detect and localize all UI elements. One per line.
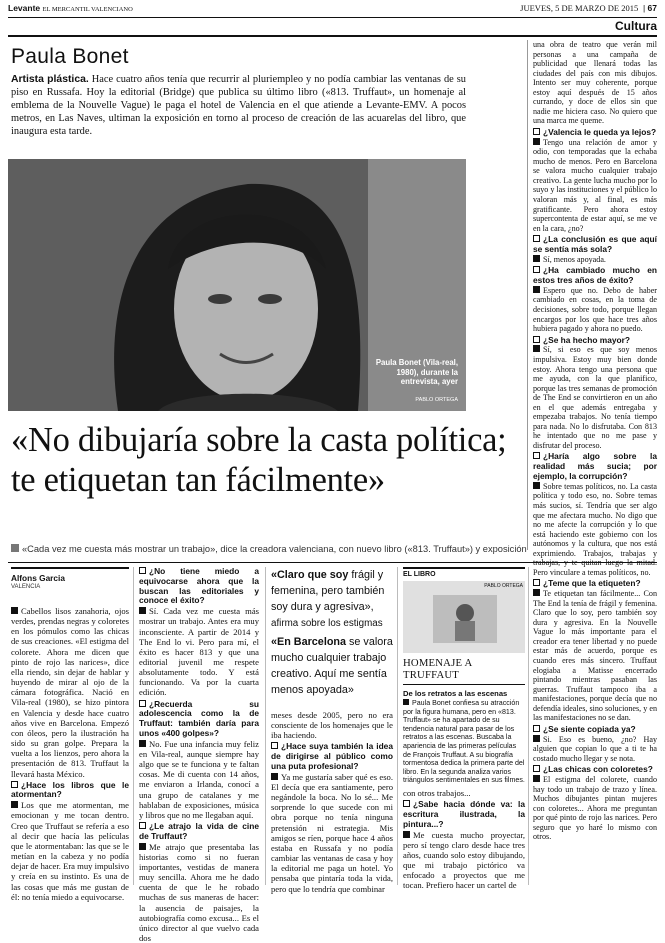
book-illustration [403, 581, 525, 653]
subhead-bullet [11, 544, 19, 552]
column-3 [271, 710, 393, 894]
box-text [403, 699, 525, 785]
date-page: JUEVES, 5 DE MARZO DE 2015 | 67 [520, 3, 657, 13]
question [533, 765, 657, 775]
column-1 [11, 606, 129, 902]
box-photo-credit: PABLO ORTEGA [484, 583, 523, 589]
subhead-text: «Cada vez me cuesta más mostrar un trabajo», dice la creadora valenciana, con nuevo libro («813. Truffaut») y exposición [22, 544, 527, 554]
question-text: ¿Ha cambiado mucho en estos tres años de éxito? [533, 265, 657, 286]
photo-credit: PABLO ORTEGA [415, 397, 458, 403]
answer-continuation: con otros trabajos... [403, 788, 471, 798]
question [533, 128, 657, 138]
question-text: ¿Recuerda su adolescencia como la de Truffaut: también daría para unos «400 golpes»? [139, 698, 259, 738]
header-rule [8, 17, 657, 18]
column-divider [265, 567, 266, 885]
section-label: Cultura [615, 19, 657, 33]
headline-line-1: «No dibujaría sobre la casta política; [11, 421, 507, 459]
book-box [403, 567, 525, 785]
answer-text: Espero que no. Debo de haber cambiado en cosas, en la toma de decisiones, sobre todo, porque llegan encargos por los que hace tres años hubiera pagado y ahora no puedo. [533, 285, 657, 334]
answer-text: Te etiquetan tan fácilmente... Con The End la tenía de frágil y femenina. Claro que lo soy, pero también soy dura y agresiva. En la Nouvelle Vague lo más importante para el creador era tener libertad y no puede estar más de acuerdo, porque es cuando eres más sincero. Truffaut elogiaba a Matisse encerrado pintando mientras pasaban las guerras. Truffaut tampoco iba a manifestaciones, porque decía que no defendía ideales, sino soluciones, y en las manifestaciones no se dan. [533, 589, 657, 723]
question-text: ¿Valencia le queda ya lejos? [543, 126, 657, 137]
answer-text: Los que me atormentan, me emocionan y me tocan dentro. Creo que Truffaut se refería a eso al decir que hacía las películas que le atormentaban: las que se le metían en la cabeza y no podía dejar de hacer. Era muy impulsivo y creía en su instinto. Es una de las cosas que más me gustan de él: no tenía miedo a equivocarse. [11, 800, 129, 902]
author-name: Alfons Garcia [11, 573, 65, 583]
box-body: Paula Bonet confiesa su atracción por la figura humana, pero en «813. Truffaut» se ha apartado de su tendencia natural para pasar de los retratos a las escenas. Buscaba la apariencia de las primeras películas de François Truffaut. A su biografía tormentosa dedica la primera parte del libro. En la segunda analiza varios triángulos sentimentales en sus filmes. [403, 699, 525, 785]
lead-text: Hace cuatro años tenía que recurrir al pluriempleo y no podía cambiar las ventanas de su piso en Russafa. Hoy la editorial (Bridge) que publica su último libro («813. Truffaut», un homenaje al emblema de la Nouvelle Vague) le paga el hotel de Valencia en el que atiende a Levante-EMV. A pocos metros, en Las Naves, ultiman la exposición en torno al proceso de creación de las acuarelas del libro, que inaugura esta tarde. [11, 74, 466, 137]
byline-city: VALENCIA [11, 584, 41, 590]
question-text: ¿Se siente copiada ya? [543, 723, 636, 734]
question [533, 725, 657, 735]
portrait-photo [8, 159, 466, 411]
question [271, 742, 393, 771]
column-divider [397, 567, 398, 885]
question-text: ¿Se ha hecho mayor? [543, 334, 631, 345]
lead-label: Artista plástica. [11, 74, 89, 85]
question [139, 567, 259, 606]
answer-text: Sí, si eso es que soy menos impulsiva. Estoy muy bien donde estoy. Ahora tengo una persona que me ayuda, con la que planifico, porque las tres semanas de promoción de The End se convirtieron en un año en el que además entregaba y empezaba trabajos. No tenía tiempo para nada. No lo disfrutaba. Con 813 he intentado que no me pase y disfrutar del proceso. [533, 345, 657, 450]
question [533, 235, 657, 255]
question-text: ¿Haría algo sobre la realidad más sucia; por ejemplo, la corrupción? [533, 451, 657, 482]
question-text: ¿Teme que la etiqueten? [543, 578, 641, 589]
answer-text: Sí, menos apoyada. [543, 254, 606, 264]
photo-caption: Paula Bonet (Vila-real, 1980), durante la entrevista, ayer [375, 358, 458, 386]
pull-quote-1 [271, 567, 393, 632]
paper-subtitle: EL MERCANTIL VALENCIANO [42, 6, 133, 13]
pull-quote-2 [271, 634, 393, 698]
pull-quote-lead: «Claro que soy [271, 569, 349, 581]
column-5 [533, 40, 657, 886]
question-text: ¿No tiene miedo a equivocarse ahora que la buscan las editoriales y conoce el éxito? [139, 566, 259, 606]
pull-quote-lead: «En Barcelona [271, 636, 347, 648]
article-name: Paula Bonet [11, 45, 129, 68]
answer-continuation: una obra de teatro que verán mil personas a una campaña de publicidad que llenará todas las ciudades del país con mis dibujos. Intento ser muy coherente, porque estoy aquí después de 15 años currando, y doce de ellos sin que nadie me hiciera caso. No quiero que una marca me queme. [533, 40, 657, 126]
byline [11, 567, 129, 590]
question [403, 800, 525, 829]
answer-text: Me atrajo que presentaba las historias como si no fueran importantes, vestidas de manera muy sencilla. Ahora me he dado cuenta de que le he robado muchas de sus maneras de hacer: la ausencia de paisajes, la autobiografía como excusa... Es el único director al que vuelvo cada dos [139, 841, 259, 943]
question [533, 266, 657, 286]
question [139, 700, 259, 739]
pull-quote-attribution: afirma sobre los estigmas [271, 618, 383, 629]
page-number: 67 [647, 3, 657, 13]
page-header [8, 2, 657, 16]
headline-line-2: te etiquetan tan fácilmente» [11, 461, 385, 499]
column-4 [403, 788, 525, 891]
question-text: ¿Le atrajo la vida de cine de Truffaut? [139, 821, 259, 841]
pull-quote-text: se valora mucho cualquier trabajo creativo. Aquí me sentía menos apoyada» [271, 636, 393, 696]
question [139, 822, 259, 842]
column-divider [527, 40, 528, 550]
question [533, 452, 657, 481]
question [533, 579, 657, 589]
column-divider [133, 567, 134, 885]
answer-text: Me cuesta mucho proyectar, pero sí tengo claro desde hace tres años, cuando solo estoy dibujando, que mi trabajo pictórico va enfocado a proyectos que me tocan. Prefiero hacer un cartel de [403, 829, 525, 891]
answer-text: El estigma del colorete, cuando hay todo un trabajo de trazo y línea. Muchos dibujantes pintan mujeres con coloretes... Ahora me preguntan por qué pinto de rojo las narices. Pero seguro que yo haré lo mismo con otros. [533, 775, 657, 842]
question-text: ¿Sabe hacia dónde va: la escritura ilustrada, la pintura...? [403, 799, 525, 829]
answer-text: Sobre temas políticos, no. La casta política y todo eso, no. Sobre temas más sucios, sí. Tendría que ser algo que me afectara mucho. No digo que no me afecte la corrupción y lo que está haciendo este gobierno con los autónomos y la cultura, que nos está exprimiendo. Trabajos, trabajas y trabajas, y te quitan luego la mitad. Pero vinculare a temas políticos, no. [533, 481, 657, 577]
answer-text: Sí. Cada vez me cuesta más mostrar un trabajo. Antes era muy inconsciente. A partir de 2014 y The End lo vi. Pero para mí, el éxito es hacer 813 y que una editorial juvenil me respete absolutamente todo. Y está funcionando. Va por la cuarta edición. [139, 606, 259, 698]
column-divider [528, 567, 529, 885]
box-subtitle: De los retratos a las escenas [403, 689, 508, 698]
answer-text: No. Fue una infancia muy feliz en Vila-real, aunque siempre hay algo que se te funciona y te faltan cosas. Me di cuenta con 14 años, me enviaron a Irlanda, conocí a una grupo de catalanes y me hablaban de exposiciones, música y libros que no me llegaban aquí. [139, 738, 259, 820]
issue-date: JUEVES, 5 DE MARZO DE 2015 [520, 3, 639, 13]
paper-name: Levante [8, 3, 41, 13]
question-text: ¿La conclusión es que aquí se sentía más sola? [533, 234, 657, 254]
lead-paragraph [11, 73, 466, 138]
question-text: ¿Hace los libros que le atormentan? [11, 779, 129, 800]
intro-text: Cabellos lisos zanahoria, ojos verdes, prendas negras y coloretes en los pómulos como las chicas de sus creaciones. «El estigma del colorete. Ahora me dicen que pinto de rojo las narices», dice ella riendo, sin dejar de hablar y huyendo de mirar al ojo de la cámara fotográfica. Nació en Vila-real (1980), se hizo pintora en Valencia y desde hace cuatro años vive en Barcelona. Empezó con óleos, pero la ilustración ha sido su gran golpe. Prepara la vuelta a los lienzos, pero ahora la presentación de 813. Truffaut la llevará hasta México. [11, 606, 129, 779]
book-cover-image [403, 581, 525, 653]
question [533, 336, 657, 346]
answer-continuation: meses desde 2005, pero no era consciente de los homenajes que le iba haciendo. [271, 710, 393, 741]
question-text: ¿Hace suya también la idea de dirigirse al público como una puta profesional? [271, 741, 393, 772]
pull-quote-text: frágil y femenina, pero también soy dura y agresiva», [271, 569, 385, 613]
box-label: EL LIBRO [403, 571, 436, 578]
masthead [8, 3, 133, 13]
box-title: HOMENAJE A TRUFFAUT [403, 657, 472, 681]
answer-text: Tengo una relación de amor y odio, con temporadas que la echaba mucho de menos. Pero en Barcelona se valora mucho cualquier trabajo creativo. La gente lucha mucho por lo suyo y las instituciones y el público lo valoran más y, al final, es más gratificante. Pero ahora estoy supercontenta de estar aquí, se me ve en la cara, ¿no? [533, 137, 657, 233]
answer-text: Ya me gustaría saber qué es eso. El decía que era santiamente, pero negándole la boca. No lo sé... Me sorprende lo que sucede con mi obra porque no tenía ninguna pretensión ni estrategia. Mis amigos se ríen, porque hace 4 años estaba en Russafa y no podía cambiar las ventanas de casa y hoy la editorial me paga un hotel. Yo pensaba que pintaría toda la vida, pero que lo tendría que combinar [271, 771, 393, 894]
section-rule [8, 35, 657, 37]
pull-quotes [271, 567, 393, 698]
answer-text: Si. Eso es bueno, ¿no? Hay alguien que copian lo que a ti te ha costado mucho llegar y se nota. [533, 734, 657, 763]
question-text: ¿Las chicas con coloretes? [543, 764, 653, 775]
column-2 [139, 566, 259, 943]
question [11, 781, 129, 801]
